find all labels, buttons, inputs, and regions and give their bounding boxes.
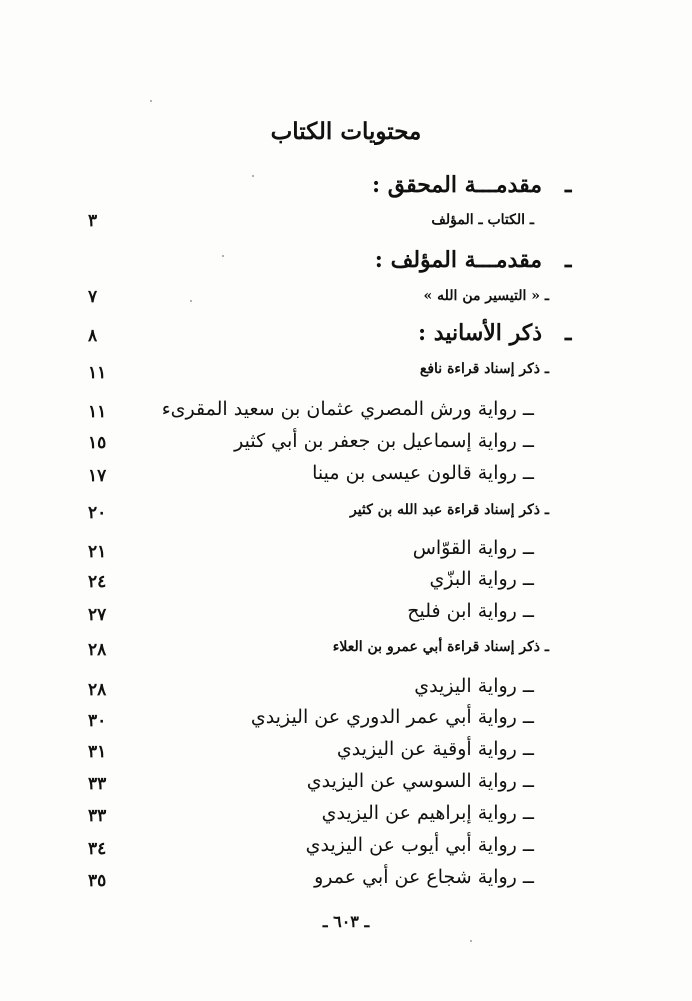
toc-entry: ـ ذكر إسناد قراءة أبي عمرو بن العلاء	[332, 639, 549, 655]
page-number: ٣٤	[88, 839, 107, 859]
section-dash: ـ	[565, 320, 572, 346]
toc-entry: ــ رواية اليزيدي	[414, 675, 534, 697]
toc-section-heading: مقدمـــة المؤلف :	[374, 247, 542, 273]
page-number: ١٧	[88, 466, 107, 486]
scan-speck	[150, 100, 152, 102]
page-number: ٣١	[88, 742, 107, 762]
scan-speck	[252, 175, 254, 177]
page-number: ٢١	[88, 542, 107, 562]
page-number: ٣٥	[88, 871, 107, 891]
toc-entry: ــ رواية أبي أيوب عن اليزيدي	[305, 834, 534, 856]
page-number: ١١	[88, 402, 107, 422]
page-number: ٣٣	[88, 774, 107, 794]
scan-speck	[470, 940, 472, 942]
toc-entry: ــ رواية السوسي عن اليزيدي	[306, 770, 534, 792]
toc-section-heading: مقدمـــة المحقق :	[371, 172, 542, 198]
page-number: ١١	[88, 363, 107, 383]
toc-entry: ــ رواية إسماعيل بن جعفر بن أبي كثير	[234, 430, 534, 452]
toc-entry: ــ رواية القوّاس	[412, 537, 534, 559]
page-number: ٢٤	[88, 572, 107, 592]
page-number: ٢٠	[88, 503, 107, 523]
toc-entry: ــ رواية أبي عمر الدوري عن اليزيدي	[250, 706, 534, 728]
page-number: ٣٣	[88, 806, 107, 826]
toc-entry: ـ ذكر إسناد قراءة عبد الله بن كثير	[349, 502, 549, 518]
page-number: ٢٨	[88, 640, 107, 660]
page-number: ١٥	[88, 433, 107, 453]
toc-entry: ــ رواية إبراهيم عن اليزيدي	[321, 802, 534, 824]
toc-entry: ــ رواية ورش المصري عثمان بن سعيد المقرىء	[161, 398, 534, 420]
toc-entry: ــ رواية شجاع عن أبي عمرو	[314, 866, 534, 888]
toc-entry: ــ رواية ابن فليح	[407, 600, 534, 622]
section-dash: ـ	[565, 172, 572, 198]
page-footer-number: ـ ٦٠٣ ـ	[322, 912, 370, 931]
page-title: محتويات الكتاب	[270, 118, 422, 145]
page-number: ٢٨	[88, 680, 107, 700]
toc-entry: ـ « التيسير من الله »	[423, 288, 549, 304]
toc-section-heading: ذكر الأسانيد :	[418, 320, 542, 346]
scan-speck	[190, 300, 192, 302]
page-number: ٢٧	[88, 605, 107, 625]
page-number: ٧	[88, 287, 98, 307]
scan-speck	[222, 255, 224, 257]
toc-entry: ـ ذكر إسناد قراءة نافع	[419, 361, 549, 377]
toc-entry: ــ رواية البزّي	[429, 568, 534, 590]
page-number: ٣	[88, 211, 98, 231]
page-number: ٣٠	[88, 711, 107, 731]
toc-entry: ـ الكتاب ـ المؤلف	[431, 212, 534, 228]
toc-entry: ــ رواية قالون عيسى بن مينا	[312, 462, 534, 484]
page-number: ٨	[88, 326, 98, 346]
section-dash: ـ	[565, 247, 572, 273]
toc-entry: ــ رواية أوقية عن اليزيدي	[336, 738, 534, 760]
